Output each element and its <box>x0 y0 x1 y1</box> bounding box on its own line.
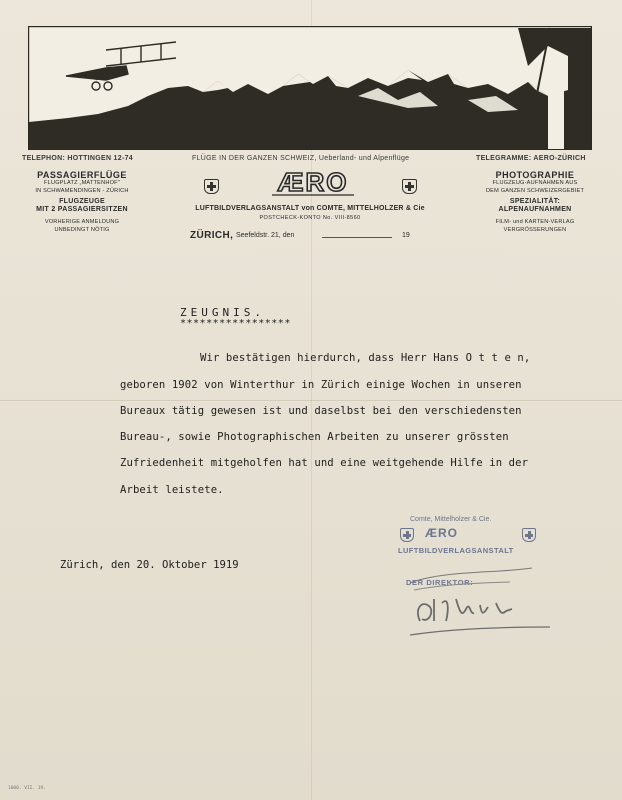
letterhead-right-column <box>470 171 600 234</box>
vergrosserungen-text: VERGRÖSSERUNGEN <box>503 227 567 233</box>
stamp-swiss-cross-icon <box>522 528 536 542</box>
stamp-direktor: DER DIREKTOR: <box>406 578 474 587</box>
notig-text: UNBEDINGT NÖTIG <box>54 227 110 233</box>
letter-line: Arbeit leistete. <box>120 484 224 496</box>
alpine-banner-illustration <box>28 26 592 150</box>
letterhead-left-column <box>22 171 142 234</box>
date-fill-line <box>322 237 392 238</box>
aero-logo-text: ÆRO <box>277 167 349 197</box>
letter-line: Bureau-, sowie Photographischen Arbeiten zu unserer grössten <box>120 431 509 443</box>
letter-title: ZEUGNIS. <box>180 306 265 319</box>
telephon-text: TELEPHON: HOTTINGEN 12-74 <box>22 155 133 162</box>
schwamendingen-text: IN SCHWAMENDINGEN - ZÜRICH <box>35 188 129 194</box>
spezialitat-heading: SPEZIALITÄT: <box>509 198 561 205</box>
swiss-cross-icon <box>204 179 219 194</box>
flugzeugaufnahmen-text: FLUGZEUG-AUFNAHMEN AUS <box>492 180 578 186</box>
telegramme-text: TELEGRAMME: AERO-ZÜRICH <box>476 155 586 162</box>
passagierfluge-heading: PASSAGIERFLÜGE <box>37 170 127 180</box>
anmeldung-text: VORHERIGE ANMELDUNG <box>44 219 120 225</box>
stamp-luftbild: LUFTBILDVERLAGSANSTALT <box>398 546 514 555</box>
stamp-swiss-cross-icon <box>400 528 414 542</box>
letter-line: geboren 1902 von Winterthur in Zürich einige Wochen in unseren <box>120 379 522 391</box>
letter-line: Zufriedenheit mitgeholfen hat und eine weitgehende Hilfe in der <box>120 457 529 469</box>
print-footnote: 1000. VII. 19. <box>8 786 46 791</box>
stamp-company-name: Comte, Mittelholzer & Cie. <box>410 516 492 523</box>
alpenaufnahmen-text: ALPENAUFNAHMEN <box>498 206 572 213</box>
place-date: Zürich, den 20. Oktober 1919 <box>60 559 239 571</box>
director-signature <box>400 555 570 645</box>
flugplatz-text: FLUGPLATZ „MATTENHOF" <box>44 180 120 186</box>
fluge-text: FLÜGE IN DER GANZEN SCHWEIZ, Ueberland- und Alpenflüge <box>192 155 410 162</box>
zurich-label: ZÜRICH, <box>190 230 234 241</box>
swiss-cross-icon <box>402 179 417 194</box>
passagiersitzen-text: MIT 2 PASSAGIERSITZEN <box>36 206 128 213</box>
flugzeuge-heading: FLUGZEUGE <box>59 198 105 205</box>
street-text: Seefeldstr. 21, den <box>236 232 295 239</box>
filmverlag-text: FILM- und KARTEN-VERLAG <box>495 219 575 225</box>
title-underline-stars: ***************** <box>180 318 291 329</box>
svg-text:ES: ES <box>34 137 44 144</box>
year-prefix: 19 <box>402 232 410 239</box>
aero-logo <box>268 167 358 197</box>
letter-line: Bureaux tätig gewesen ist und daselbst bei den verschiedensten <box>120 405 522 417</box>
luftbildverlag-text: LUFTBILDVERLAGSANSTALT von COMTE, MITTELHOLZER & Cie <box>195 205 425 212</box>
letter-line: Wir bestätigen hierdurch, dass Herr Hans O t t e n, <box>200 352 531 364</box>
photographie-heading: PHOTOGRAPHIE <box>495 170 575 180</box>
schweizergebiet-text: DEM GANZEN SCHWEIZERGEBIET <box>485 188 585 194</box>
stamp-logo: ÆRO <box>425 526 458 540</box>
postcheck-text: POSTCHECK-KONTO No. VIII-8560 <box>259 215 361 221</box>
